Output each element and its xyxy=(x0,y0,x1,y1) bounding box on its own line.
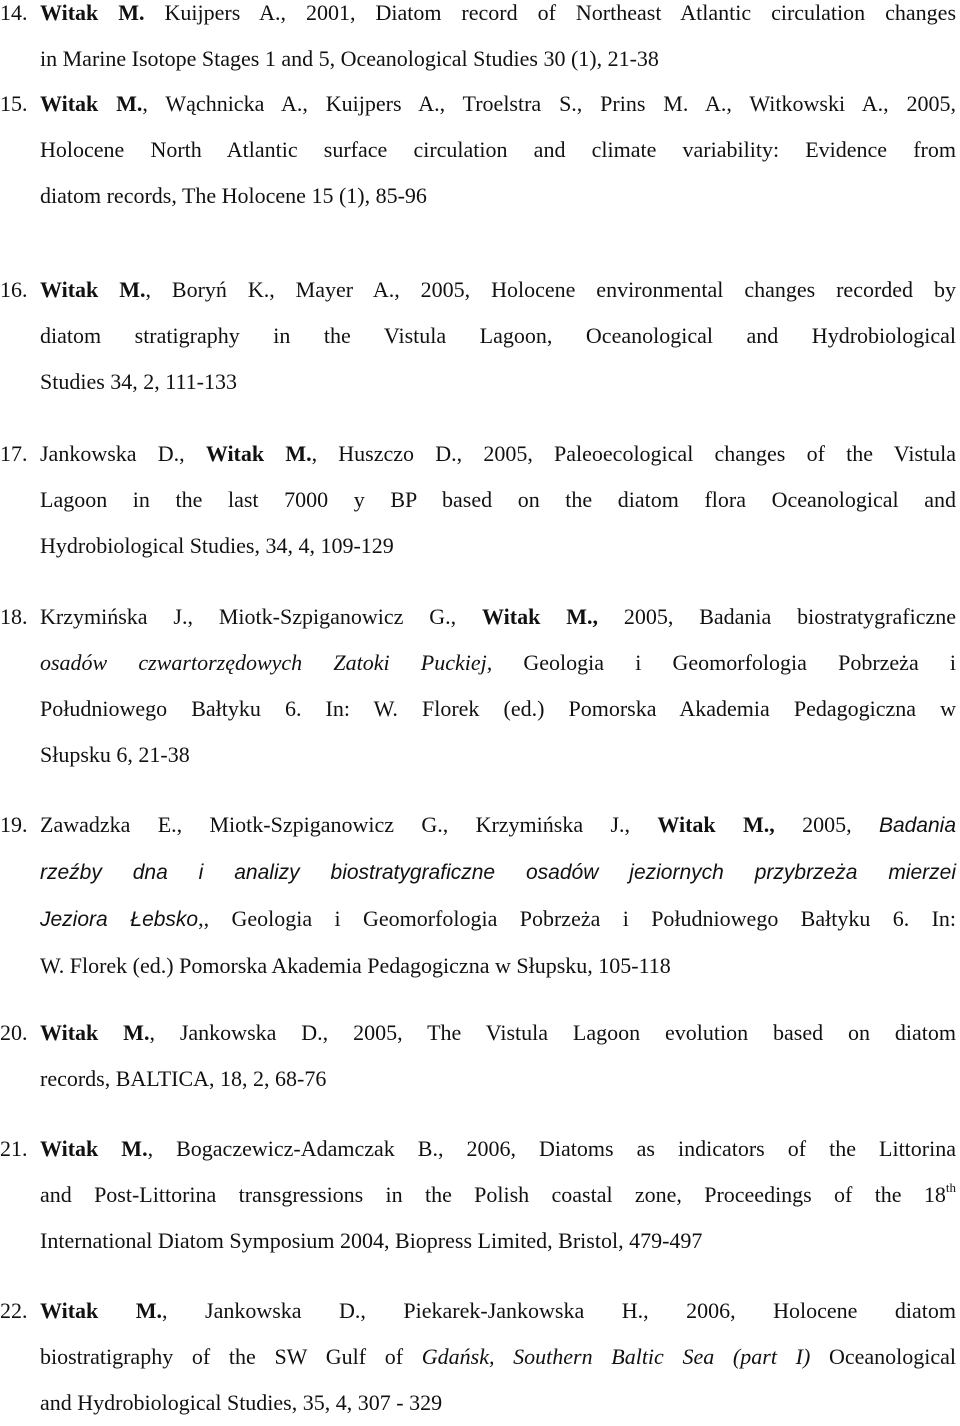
reference-line xyxy=(40,896,956,943)
reference-segment: 2005, Badania biostratygraficzne xyxy=(597,604,956,629)
reference-segment: diatom stratigraphy in the Vistula Lagoon, Oceanological and Hydrobiological xyxy=(40,323,956,348)
reference-number: 22. xyxy=(0,1298,28,1323)
author-name-bold: Witak M. xyxy=(205,441,312,466)
reference-number: 16. xyxy=(0,277,28,302)
reference-segment: International Diatom Symposium 2004, Biopress Limited, Bristol, 479-497 xyxy=(40,1228,703,1253)
reference-text xyxy=(40,267,956,405)
author-name-bold: Witak M. xyxy=(40,1020,150,1045)
reference-line xyxy=(40,1380,956,1426)
reference-segment: Jankowska D., xyxy=(40,441,206,466)
reference-line xyxy=(40,1010,956,1056)
reference-number: 14. xyxy=(0,0,28,25)
reference-line xyxy=(40,1334,956,1380)
reference-segment: , Bogaczewicz-Adamczak B., 2006, Diatoms as indicators of the Littorina xyxy=(147,1136,956,1161)
reference-number: 15. xyxy=(0,91,28,116)
reference-segment: Oceanological xyxy=(810,1344,956,1369)
reference-segment: Hydrobiological Studies, 34, 4, 109-129 xyxy=(40,533,394,558)
author-name-bold: Witak M., xyxy=(482,604,598,629)
reference-line xyxy=(40,1172,956,1218)
reference-segment: biostratigraphy of the SW Gulf of xyxy=(40,1344,422,1369)
reference-line xyxy=(40,36,956,82)
reference-line xyxy=(40,1056,956,1102)
reference-number: 20. xyxy=(0,1020,28,1045)
reference-line xyxy=(40,431,956,477)
reference-line xyxy=(40,313,956,359)
reference-segment: , Jankowska D., Piekarek-Jankowska H., 2006, Holocene diatom xyxy=(162,1298,956,1323)
reference-line xyxy=(40,686,956,732)
reference-segment: and Hydrobiological Studies, 35, 4, 307 - 329 xyxy=(40,1390,443,1415)
reference-segment: Słupsku 6, 21-38 xyxy=(40,742,190,767)
reference-line xyxy=(40,477,956,523)
reference-number: 21. xyxy=(0,1136,28,1161)
reference-text xyxy=(40,802,956,989)
reference-line xyxy=(40,640,956,686)
title-italic: Gdańsk, Southern Baltic Sea (part I) xyxy=(421,1344,811,1369)
author-name-bold: Witak M. xyxy=(40,1136,148,1161)
reference-line xyxy=(40,267,956,313)
reference-text xyxy=(40,1010,956,1102)
reference-line xyxy=(40,849,956,896)
reference-segment: Kuijpers A., 2001, Diatom record of Northeast Atlantic circulation changes xyxy=(144,0,957,25)
reference-segment: Holocene North Atlantic surface circulation and climate variability: Evidence from xyxy=(40,137,956,162)
reference-segment: Południowego Bałtyku 6. In: W. Florek (ed.) Pomorska Akademia Pedagogiczna w xyxy=(40,696,956,721)
reference-segment: W. Florek (ed.) Pomorska Akademia Pedagogiczna w Słupsku, 105-118 xyxy=(40,953,671,978)
reference-text xyxy=(40,431,956,569)
reference-segment: diatom records, The Holocene 15 (1), 85-96 xyxy=(40,183,427,208)
reference-text xyxy=(40,0,956,82)
author-name-bold: Witak M. xyxy=(40,91,143,116)
author-name-bold: Witak M. xyxy=(40,1298,163,1323)
reference-segment: ,, Geologia i Geomorfologia Pobrzeża i Południowego Bałtyku 6. In: xyxy=(198,906,957,931)
reference-segment: Zawadzka E., Miotk-Szpiganowicz G., Krzymińska J., xyxy=(40,812,658,837)
reference-line xyxy=(40,1218,956,1264)
reference-segment: , Boryń K., Mayer A., 2005, Holocene environmental changes recorded by xyxy=(145,277,956,302)
reference-number: 19. xyxy=(0,812,28,837)
reference-text xyxy=(40,1126,956,1264)
reference-number: 17. xyxy=(0,441,28,466)
reference-segment: , Huszczo D., 2005, Paleoecological changes of the Vistula xyxy=(311,441,957,466)
reference-line xyxy=(40,359,956,405)
author-name-bold: Witak M. xyxy=(40,0,145,25)
reference-line xyxy=(40,0,956,36)
reference-segment: , Jankowska D., 2005, The Vistula Lagoon evolution based on diatom xyxy=(149,1020,957,1045)
reference-line xyxy=(40,732,956,778)
reference-segment: Lagoon in the last 7000 y BP based on the diatom flora Oceanological and xyxy=(40,487,956,512)
reference-line xyxy=(40,173,956,219)
reference-line xyxy=(40,802,956,849)
reference-text xyxy=(40,594,956,778)
author-name-bold: Witak M., xyxy=(657,812,775,837)
reference-line xyxy=(40,594,956,640)
reference-segment: Krzymińska J., Miotk-Szpiganowicz G., xyxy=(40,604,483,629)
reference-segment: 2005, xyxy=(774,812,879,837)
reference-line xyxy=(40,81,956,127)
title-italic: Jeziora Łebsko xyxy=(40,908,199,931)
reference-line xyxy=(40,943,956,989)
reference-segment: records, BALTICA, 18, 2, 68-76 xyxy=(40,1066,327,1091)
reference-line xyxy=(40,1288,956,1334)
reference-line xyxy=(40,127,956,173)
title-italic: osadów czwartorzędowych Zatoki Puckiej, xyxy=(40,650,493,675)
reference-segment: in Marine Isotope Stages 1 and 5, Oceanological Studies 30 (1), 21-38 xyxy=(40,46,659,71)
reference-line xyxy=(40,1126,956,1172)
reference-text xyxy=(40,1288,956,1426)
superscript: th xyxy=(945,1180,956,1195)
reference-segment: Studies 34, 2, 111-133 xyxy=(40,369,237,394)
reference-number: 18. xyxy=(0,604,28,629)
reference-text xyxy=(40,81,956,219)
reference-segment: and Post-Littorina transgressions in the Polish coastal zone, Proceedings of the 18 xyxy=(40,1182,946,1207)
reference-segment: , Wąchnicka A., Kuijpers A., Troelstra S., Prins M. A., Witkowski A., 2005, xyxy=(142,91,956,116)
reference-segment: Geologia i Geomorfologia Pobrzeża i xyxy=(492,650,956,675)
title-italic: Badania xyxy=(878,814,957,837)
title-italic: rzeźby dna i analizy biostratygraficzne osadów jeziornych przybrzeża mierzei xyxy=(40,861,956,884)
author-name-bold: Witak M. xyxy=(40,277,146,302)
reference-line xyxy=(40,523,956,569)
